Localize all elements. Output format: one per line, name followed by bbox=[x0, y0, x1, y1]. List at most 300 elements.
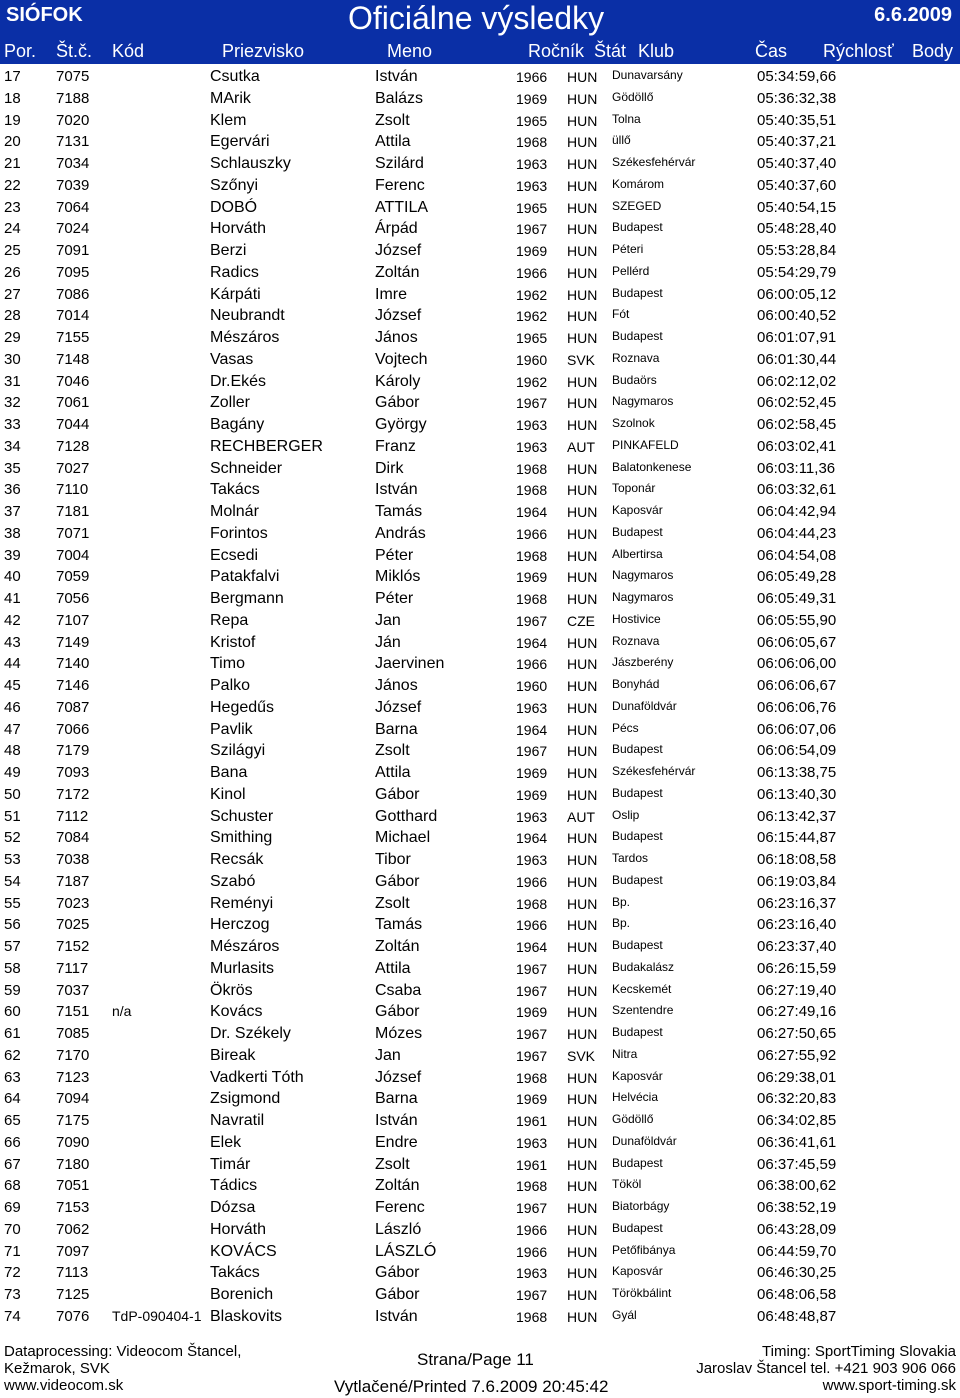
cell-start-number: 7027 bbox=[56, 459, 90, 477]
cell-club: üllő bbox=[612, 133, 631, 148]
cell-start-number: 7061 bbox=[56, 394, 90, 412]
cell-start-number: 7146 bbox=[56, 677, 90, 694]
cell-country: HUN bbox=[567, 330, 598, 346]
table-row bbox=[0, 1088, 960, 1110]
cell-country: HUN bbox=[567, 1221, 598, 1238]
cell-finish-time: 05:40:37,21 bbox=[757, 133, 837, 151]
cell-country: HUN bbox=[567, 678, 598, 694]
cell-finish-time: 05:40:35,51 bbox=[757, 111, 837, 129]
cell-country: HUN bbox=[567, 177, 598, 194]
table-row bbox=[0, 1110, 960, 1132]
cell-club: Budapest bbox=[612, 829, 663, 844]
cell-country: HUN bbox=[567, 504, 598, 520]
table-row bbox=[0, 806, 960, 828]
cell-start-number: 7175 bbox=[56, 1112, 90, 1129]
cell-country: HUN bbox=[567, 852, 598, 868]
cell-club: Kaposvár bbox=[612, 1264, 663, 1279]
cell-first-name: Jan bbox=[375, 611, 401, 629]
cell-rank: 44 bbox=[4, 655, 21, 673]
cell-rank: 43 bbox=[4, 633, 21, 651]
cell-rank: 33 bbox=[4, 416, 21, 433]
cell-rank: 49 bbox=[4, 764, 21, 781]
cell-rank: 68 bbox=[4, 1177, 21, 1195]
cell-birth-year: 1966 bbox=[516, 525, 548, 542]
cell-birth-year: 1967 bbox=[516, 743, 548, 760]
cell-birth-year: 1963 bbox=[516, 156, 548, 172]
cell-rank: 47 bbox=[4, 720, 21, 738]
cell-rank: 58 bbox=[4, 959, 21, 977]
cell-birth-year: 1964 bbox=[516, 830, 548, 847]
cell-start-number: 7075 bbox=[56, 68, 90, 85]
cell-rank: 51 bbox=[4, 807, 21, 825]
table-row bbox=[0, 414, 960, 436]
cell-first-name: Gábor bbox=[375, 785, 420, 803]
cell-start-number: 7093 bbox=[56, 764, 90, 781]
cell-surname: Dr. Székely bbox=[210, 1025, 291, 1042]
cell-surname: Radics bbox=[210, 263, 259, 281]
cell-rank: 24 bbox=[4, 220, 21, 238]
cell-start-number: 7152 bbox=[56, 938, 90, 955]
cell-start-number: 7071 bbox=[56, 524, 90, 542]
cell-birth-year: 1969 bbox=[516, 243, 548, 259]
cell-start-number: 7155 bbox=[56, 329, 90, 346]
cell-birth-year: 1968 bbox=[516, 591, 548, 607]
cell-finish-time: 06:03:02,41 bbox=[757, 437, 837, 455]
cell-country: HUN bbox=[567, 1134, 598, 1151]
cell-country: HUN bbox=[567, 69, 598, 85]
cell-rank: 30 bbox=[4, 350, 21, 368]
cell-club: Nagymaros bbox=[612, 568, 674, 583]
cell-surname: Bergmann bbox=[210, 590, 284, 607]
table-row bbox=[0, 784, 960, 806]
cell-club: Budapest bbox=[612, 285, 663, 300]
cell-finish-time: 06:02:52,45 bbox=[757, 394, 837, 412]
cell-surname: Tádics bbox=[210, 1177, 258, 1195]
cell-country: HUN bbox=[567, 90, 598, 107]
cell-birth-year: 1963 bbox=[516, 852, 548, 868]
cell-birth-year: 1969 bbox=[516, 765, 548, 781]
cell-club: Budapest bbox=[612, 524, 663, 539]
cell-finish-time: 06:05:49,28 bbox=[757, 568, 837, 586]
cell-country: HUN bbox=[567, 917, 598, 934]
cell-surname: Neubrandt bbox=[210, 307, 285, 325]
cell-first-name: Zsolt bbox=[375, 1155, 410, 1173]
cell-start-number: 7087 bbox=[56, 698, 90, 716]
cell-surname: Klem bbox=[210, 111, 247, 129]
cell-country: HUN bbox=[567, 1069, 598, 1086]
cell-club: Kaposvár bbox=[612, 1068, 663, 1083]
cell-start-number: 7172 bbox=[56, 785, 90, 803]
table-row bbox=[0, 1154, 960, 1176]
cell-surname: Zsigmond bbox=[210, 1090, 281, 1108]
cell-first-name: András bbox=[375, 524, 426, 542]
cell-country: HUN bbox=[567, 982, 598, 999]
cell-club: Pellérd bbox=[612, 263, 650, 278]
cell-country: SVK bbox=[567, 351, 596, 368]
cell-rank: 19 bbox=[4, 111, 21, 129]
cell-country: HUN bbox=[567, 112, 598, 129]
cell-first-name: József bbox=[375, 698, 422, 716]
table-row bbox=[0, 175, 960, 197]
results-table bbox=[0, 66, 960, 1328]
cell-country: HUN bbox=[567, 264, 598, 281]
cell-rank: 64 bbox=[4, 1090, 21, 1108]
cell-surname: Hegedűs bbox=[210, 698, 275, 716]
cell-finish-time: 06:34:02,85 bbox=[757, 1112, 837, 1129]
cell-club: Bonyhád bbox=[612, 677, 660, 691]
cell-birth-year: 1963 bbox=[516, 1134, 548, 1151]
cell-surname: MArik bbox=[210, 89, 251, 107]
cell-country: HUN bbox=[567, 1265, 598, 1282]
cell-rank: 60 bbox=[4, 1003, 21, 1021]
table-row bbox=[0, 675, 960, 697]
table-row bbox=[0, 458, 960, 480]
cell-rank: 59 bbox=[4, 981, 21, 999]
cell-country: HUN bbox=[567, 308, 598, 325]
cell-first-name: János bbox=[375, 677, 418, 694]
cell-rank: 20 bbox=[4, 133, 21, 151]
table-row bbox=[0, 1023, 960, 1045]
cell-club: Roznava bbox=[612, 633, 660, 648]
cell-first-name: Imre bbox=[375, 285, 407, 303]
cell-surname: Recsák bbox=[210, 851, 264, 868]
cell-club: Toponár bbox=[612, 481, 656, 496]
cell-surname: Szőnyi bbox=[210, 176, 259, 194]
cell-first-name: Csaba bbox=[375, 981, 422, 999]
table-row bbox=[0, 1197, 960, 1219]
cell-surname: Repa bbox=[210, 611, 249, 629]
cell-start-number: 7097 bbox=[56, 1242, 90, 1260]
cell-start-number: 7034 bbox=[56, 155, 90, 172]
table-row bbox=[0, 893, 960, 915]
cell-start-number: 7020 bbox=[56, 111, 90, 129]
cell-club: Törökbálint bbox=[612, 1286, 672, 1300]
cell-birth-year: 1963 bbox=[516, 699, 548, 716]
cell-start-number: 7066 bbox=[56, 720, 90, 738]
cell-rank: 37 bbox=[4, 503, 21, 520]
cell-start-number: 7187 bbox=[56, 872, 90, 890]
cell-club: Albertirsa bbox=[612, 546, 663, 561]
cell-country: HUN bbox=[567, 786, 598, 803]
cell-birth-year: 1960 bbox=[516, 678, 548, 694]
cell-country: HUN bbox=[567, 417, 598, 433]
cell-finish-time: 06:32:20,83 bbox=[757, 1090, 837, 1108]
cell-birth-year: 1969 bbox=[516, 569, 548, 586]
cell-finish-time: 06:36:41,61 bbox=[757, 1133, 837, 1151]
cell-finish-time: 06:04:42,94 bbox=[757, 503, 837, 520]
cell-first-name: Zsolt bbox=[375, 894, 410, 912]
cell-country: HUN bbox=[567, 960, 598, 977]
event-date: 6.6.2009 bbox=[874, 4, 952, 26]
cell-surname: Mészáros bbox=[210, 329, 280, 346]
cell-rank: 52 bbox=[4, 829, 21, 847]
cell-birth-year: 1962 bbox=[516, 286, 548, 303]
table-row bbox=[0, 153, 960, 175]
table-row bbox=[0, 1045, 960, 1067]
document-title: Oficiálne výsledky bbox=[348, 0, 605, 36]
cell-finish-time: 06:23:16,40 bbox=[757, 916, 837, 934]
cell-birth-year: 1963 bbox=[516, 1265, 548, 1282]
cell-finish-time: 06:06:54,09 bbox=[757, 742, 837, 760]
cell-birth-year: 1967 bbox=[516, 1287, 548, 1303]
cell-surname: Ökrös bbox=[210, 981, 253, 999]
cell-country: CZE bbox=[567, 612, 595, 629]
table-row bbox=[0, 1306, 960, 1328]
cell-club: Jászberény bbox=[612, 655, 674, 670]
footer-timing: Timing: SportTiming Slovakia bbox=[762, 1343, 956, 1360]
table-row bbox=[0, 1219, 960, 1241]
cell-first-name: Ján bbox=[375, 633, 401, 651]
cell-surname: Timár bbox=[210, 1155, 251, 1173]
cell-club: Nagymaros bbox=[612, 590, 674, 604]
cell-surname: Schlauszky bbox=[210, 155, 291, 172]
table-row bbox=[0, 523, 960, 545]
cell-surname: Patakfalvi bbox=[210, 568, 280, 586]
table-row bbox=[0, 88, 960, 110]
cell-club: SZEGED bbox=[612, 198, 662, 213]
cell-finish-time: 06:00:40,52 bbox=[757, 307, 837, 325]
col-header-code: Kód bbox=[112, 41, 145, 61]
cell-birth-year: 1967 bbox=[516, 395, 548, 412]
cell-start-number: 7056 bbox=[56, 590, 90, 607]
cell-birth-year: 1964 bbox=[516, 721, 548, 738]
cell-birth-year: 1967 bbox=[516, 960, 548, 977]
cell-surname: Ecsedi bbox=[210, 546, 259, 564]
cell-start-number: 7094 bbox=[56, 1090, 90, 1108]
cell-country: HUN bbox=[567, 1287, 598, 1303]
col-header-time: Čas bbox=[755, 41, 788, 61]
cell-surname: RECHBERGER bbox=[210, 437, 323, 455]
cell-rank: 27 bbox=[4, 285, 21, 303]
cell-rank: 31 bbox=[4, 372, 21, 390]
table-row bbox=[0, 588, 960, 610]
cell-start-number: 7188 bbox=[56, 89, 90, 107]
cell-first-name: Miklós bbox=[375, 568, 421, 586]
cell-surname: Bireak bbox=[210, 1046, 256, 1064]
cell-first-name: Dirk bbox=[375, 459, 404, 477]
cell-club: Budapest bbox=[612, 1025, 663, 1039]
cell-country: AUT bbox=[567, 808, 595, 825]
cell-finish-time: 06:18:08,58 bbox=[757, 851, 837, 868]
cell-finish-time: 06:04:54,08 bbox=[757, 546, 837, 564]
cell-birth-year: 1969 bbox=[516, 1091, 548, 1108]
cell-country: HUN bbox=[567, 1200, 598, 1216]
col-header-club: Klub bbox=[638, 41, 675, 61]
cell-first-name: Balázs bbox=[375, 89, 424, 107]
cell-club: Bp. bbox=[612, 894, 631, 909]
cell-surname: Szilágyi bbox=[210, 742, 266, 760]
cell-birth-year: 1966 bbox=[516, 264, 548, 281]
cell-club: PINKAFELD bbox=[612, 437, 679, 452]
cell-rank: 18 bbox=[4, 89, 21, 107]
cell-rank: 72 bbox=[4, 1264, 21, 1282]
cell-first-name: Tamás bbox=[375, 503, 423, 520]
cell-club: Roznava bbox=[612, 350, 660, 365]
cell-first-name: Tibor bbox=[375, 851, 411, 868]
cell-birth-year: 1960 bbox=[516, 351, 548, 368]
cell-club: Helvécia bbox=[612, 1090, 659, 1105]
cell-country: HUN bbox=[567, 656, 598, 673]
cell-surname: Dr.Ekés bbox=[210, 372, 267, 390]
cell-surname: Takács bbox=[210, 1264, 260, 1282]
cell-start-number: 7107 bbox=[56, 611, 90, 629]
cell-surname: Csutka bbox=[210, 68, 260, 85]
table-row bbox=[0, 653, 960, 675]
table-row bbox=[0, 958, 960, 980]
cell-first-name: Gábor bbox=[375, 1003, 420, 1021]
cell-country: HUN bbox=[567, 1026, 598, 1042]
cell-first-name: Zoltán bbox=[375, 1177, 420, 1195]
table-row bbox=[0, 197, 960, 219]
cell-rank: 48 bbox=[4, 742, 21, 760]
cell-rank: 35 bbox=[4, 459, 21, 477]
cell-finish-time: 06:38:00,62 bbox=[757, 1177, 837, 1195]
cell-surname: Timo bbox=[210, 655, 245, 673]
cell-birth-year: 1966 bbox=[516, 873, 548, 890]
footer-page-number: Strana/Page 11 bbox=[417, 1350, 534, 1369]
cell-rank: 25 bbox=[4, 242, 21, 259]
table-row bbox=[0, 1241, 960, 1263]
cell-country: HUN bbox=[567, 134, 598, 151]
cell-first-name: Attila bbox=[375, 764, 411, 781]
cell-start-number: 7170 bbox=[56, 1046, 90, 1064]
table-row bbox=[0, 1175, 960, 1197]
table-row bbox=[0, 327, 960, 349]
cell-birth-year: 1961 bbox=[516, 1156, 548, 1173]
table-row bbox=[0, 632, 960, 654]
results-header bbox=[0, 0, 960, 64]
cell-rank: 34 bbox=[4, 437, 21, 455]
cell-start-number: 7091 bbox=[56, 242, 90, 259]
cell-birth-year: 1967 bbox=[516, 221, 548, 238]
cell-country: AUT bbox=[567, 438, 595, 455]
cell-rank: 56 bbox=[4, 916, 21, 934]
cell-country: HUN bbox=[567, 395, 598, 412]
col-header-birth-year: Ročník bbox=[528, 41, 585, 61]
cell-start-number: 7085 bbox=[56, 1025, 90, 1042]
cell-surname: Mészáros bbox=[210, 938, 280, 955]
table-row bbox=[0, 980, 960, 1002]
table-row bbox=[0, 436, 960, 458]
cell-rank: 41 bbox=[4, 590, 21, 607]
cell-club: Gödöllő bbox=[612, 89, 654, 104]
table-row bbox=[0, 240, 960, 262]
cell-finish-time: 06:01:07,91 bbox=[757, 329, 837, 346]
cell-club: Budapest bbox=[612, 742, 663, 757]
table-row bbox=[0, 66, 960, 88]
cell-rank: 42 bbox=[4, 611, 21, 629]
table-row bbox=[0, 936, 960, 958]
cell-country: HUN bbox=[567, 895, 598, 912]
cell-surname: Smithing bbox=[210, 829, 273, 847]
footer-dataprocessing: Dataprocessing: Videocom Štancel, bbox=[4, 1343, 242, 1360]
cell-start-number: 7044 bbox=[56, 416, 90, 433]
cell-club: Budapest bbox=[612, 220, 663, 235]
cell-finish-time: 06:02:58,45 bbox=[757, 416, 837, 433]
cell-surname: Bana bbox=[210, 764, 248, 781]
table-row bbox=[0, 740, 960, 762]
cell-start-number: 7148 bbox=[56, 350, 90, 368]
cell-rank: 26 bbox=[4, 263, 21, 281]
cell-club: Székesfehérvár bbox=[612, 155, 696, 169]
cell-birth-year: 1968 bbox=[516, 1069, 548, 1086]
cell-first-name: Árpád bbox=[375, 220, 418, 238]
cell-club: Nitra bbox=[612, 1046, 638, 1061]
cell-start-number: 7038 bbox=[56, 851, 90, 868]
cell-club: Szentendre bbox=[612, 1003, 674, 1018]
cell-birth-year: 1964 bbox=[516, 634, 548, 651]
cell-start-number: 7153 bbox=[56, 1199, 90, 1216]
cell-first-name: László bbox=[375, 1220, 422, 1238]
cell-birth-year: 1962 bbox=[516, 373, 548, 390]
cell-club: Kaposvár bbox=[612, 503, 663, 517]
cell-birth-year: 1969 bbox=[516, 90, 548, 107]
cell-start-number: 7076 bbox=[56, 1307, 90, 1325]
cell-club: Tököl bbox=[612, 1177, 642, 1192]
cell-birth-year: 1965 bbox=[516, 199, 548, 216]
cell-finish-time: 06:29:38,01 bbox=[757, 1068, 837, 1086]
cell-club: Tardos bbox=[612, 851, 649, 865]
cell-finish-time: 06:38:52,19 bbox=[757, 1199, 837, 1216]
cell-finish-time: 06:15:44,87 bbox=[757, 829, 837, 847]
cell-surname: Szabó bbox=[210, 872, 256, 890]
table-row bbox=[0, 349, 960, 371]
cell-rank: 71 bbox=[4, 1242, 21, 1260]
table-row bbox=[0, 392, 960, 414]
table-row bbox=[0, 110, 960, 132]
cell-country: HUN bbox=[567, 373, 598, 390]
cell-start-number: 7181 bbox=[56, 503, 90, 520]
cell-start-number: 7037 bbox=[56, 981, 90, 999]
cell-finish-time: 06:23:37,40 bbox=[757, 938, 837, 955]
cell-surname: Navratil bbox=[210, 1112, 265, 1129]
cell-surname: Horváth bbox=[210, 220, 267, 238]
event-name: SIÓFOK bbox=[6, 4, 83, 26]
cell-rank: 32 bbox=[4, 394, 21, 412]
table-row bbox=[0, 284, 960, 306]
cell-start-number: 7046 bbox=[56, 372, 90, 390]
cell-finish-time: 06:13:40,30 bbox=[757, 785, 837, 803]
cell-finish-time: 06:27:55,92 bbox=[757, 1046, 837, 1064]
cell-first-name: Tamás bbox=[375, 916, 423, 934]
cell-surname: Vadkerti Tóth bbox=[210, 1068, 304, 1086]
cell-country: HUN bbox=[567, 460, 598, 477]
cell-club: Székesfehérvár bbox=[612, 764, 696, 778]
cell-rank: 39 bbox=[4, 546, 21, 564]
cell-club: Komárom bbox=[612, 176, 665, 191]
cell-first-name: Ferenc bbox=[375, 1199, 425, 1216]
cell-finish-time: 06:27:50,65 bbox=[757, 1025, 837, 1042]
col-header-country: Štát bbox=[594, 41, 627, 61]
cell-first-name: István bbox=[375, 68, 418, 85]
cell-finish-time: 05:40:37,60 bbox=[757, 176, 837, 194]
cell-country: HUN bbox=[567, 243, 598, 259]
cell-surname: Murlasits bbox=[210, 959, 275, 977]
cell-first-name: Zsolt bbox=[375, 111, 410, 129]
footer-dataprocessing-web: www.videocom.sk bbox=[4, 1377, 124, 1394]
cell-finish-time: 06:48:06,58 bbox=[757, 1286, 837, 1303]
cell-finish-time: 05:40:54,15 bbox=[757, 198, 837, 216]
cell-club: Budapest bbox=[612, 1220, 663, 1235]
cell-finish-time: 06:46:30,25 bbox=[757, 1264, 837, 1282]
cell-surname: Reményi bbox=[210, 894, 274, 912]
cell-finish-time: 06:00:05,12 bbox=[757, 285, 837, 303]
table-row bbox=[0, 1067, 960, 1089]
cell-country: HUN bbox=[567, 634, 598, 651]
cell-country: HUN bbox=[567, 1004, 598, 1021]
cell-start-number: 7117 bbox=[56, 959, 89, 977]
cell-finish-time: 06:37:45,59 bbox=[757, 1155, 837, 1173]
